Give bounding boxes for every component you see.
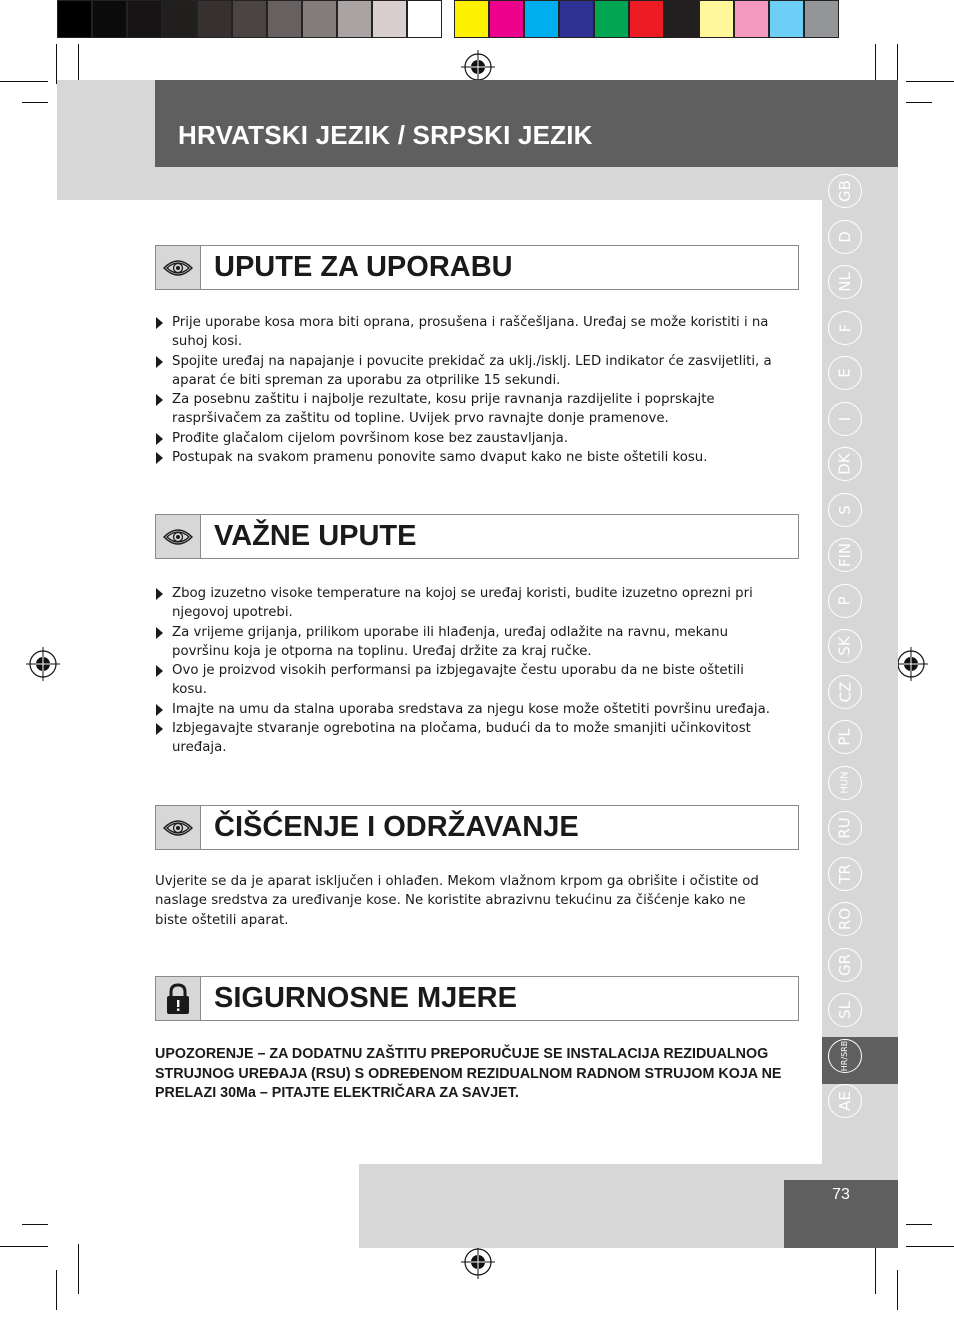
color-swatch: [454, 0, 489, 38]
header-band-underlay: [155, 167, 898, 200]
section-title: VAŽNE UPUTE: [214, 520, 417, 552]
language-tab-pl[interactable]: PL: [828, 720, 862, 754]
list-item: Izbjegavajte stvaranje ogrebotina na pločama, budući da to može smanjiti učinkovitost uređaja.: [155, 719, 780, 758]
language-tab-dk[interactable]: DK: [828, 447, 862, 481]
language-title: HRVATSKI JEZIK / SRPSKI JEZIK: [178, 120, 593, 150]
list-item: Za vrijeme grijanja, prilikom uporabe ili hlađenja, uređaj odlažite na ravnu, mekanu površinu koja je otporna na toplinu. Uređaj držite za kraj ručke.: [155, 623, 780, 662]
language-tab-gr[interactable]: GR: [828, 948, 862, 982]
list-item: Ovo je proizvod visokih performansi pa izbjegavajte čestu uporabu da ne biste oštetili kosu.: [155, 661, 780, 700]
list-item: Imajte na umu da stalna uporaba sredstava za njegu kose može oštetiti površinu uređaja.: [155, 700, 780, 719]
language-tab-sl[interactable]: SL: [828, 993, 862, 1027]
language-tab-sk[interactable]: SK: [828, 629, 862, 663]
color-swatch: [489, 0, 524, 38]
color-swatch: [267, 0, 302, 38]
important-list: [155, 584, 780, 758]
language-tab-e[interactable]: E: [828, 356, 862, 390]
color-swatch: [524, 0, 559, 38]
eye-icon: [156, 246, 201, 289]
section-header-usage: [155, 245, 799, 290]
language-tab-f[interactable]: F: [828, 311, 862, 345]
language-tab-hun[interactable]: HUN: [828, 766, 862, 800]
color-swatch: [407, 0, 442, 38]
section-title: UPUTE ZA UPORABU: [214, 251, 513, 283]
color-swatch: [162, 0, 197, 38]
language-tab-i[interactable]: I: [828, 402, 862, 436]
language-tab-gb[interactable]: GB: [828, 174, 862, 208]
eye-icon: [156, 806, 201, 849]
color-swatch: [594, 0, 629, 38]
list-item: Za posebnu zaštitu i najbolje rezultate, kosu prije ravnanja razdijelite i poprskajte raspršivačem za zaštitu od topline. Uvijek prvo ravnajte donje pramenove.: [155, 390, 780, 429]
color-swatch: [337, 0, 372, 38]
language-tabs: [828, 174, 864, 1130]
color-swatch: [127, 0, 162, 38]
language-tab-fin[interactable]: FIN: [828, 538, 862, 572]
list-item: Postupak na svakom pramenu ponovite samo dvaput kako ne biste oštetili kosu.: [155, 448, 780, 467]
language-tab-ru[interactable]: RU: [828, 811, 862, 845]
language-tab-ae[interactable]: AE: [828, 1084, 862, 1118]
registration-mark-icon: [461, 50, 495, 84]
safety-warning: UPOZORENJE – ZA DODATNU ZAŠTITU PREPORUČUJE SE INSTALACIJA REZIDUALNOG STRUJNOG UREĐAJA (RSU) S ODREĐENOM REZIDUALNOM RADNOM STRUJOM KOJA NE PRELAZI 30Ma – PITAJTE ELEKTRIČARA ZA SAVJET.: [155, 1046, 782, 1101]
registration-mark-icon: [894, 647, 928, 681]
registration-mark-icon: [461, 1245, 495, 1279]
registration-mark-icon: [26, 647, 60, 681]
language-tab-tr[interactable]: TR: [828, 857, 862, 891]
padlock-icon: [156, 977, 201, 1020]
color-swatch: [734, 0, 769, 38]
language-tab-nl[interactable]: NL: [828, 265, 862, 299]
color-swatch: [232, 0, 267, 38]
color-swatch: [92, 0, 127, 38]
printer-color-bar: [57, 0, 839, 38]
language-tab-ro[interactable]: RO: [828, 902, 862, 936]
list-item: Spojite uređaj na napajanje i povucite prekidač za uklj./isklj. LED indikator će zasvijetliti, a aparat će biti spreman za uporabu za otprilike 15 sekundi.: [155, 352, 780, 391]
section-header-cleaning: [155, 805, 799, 850]
color-swatch: [372, 0, 407, 38]
language-tab-hr-srb[interactable]: HR/SRB: [828, 1039, 862, 1073]
section-header-safety: [155, 976, 799, 1021]
color-swatch: [559, 0, 594, 38]
color-swatch: [57, 0, 92, 38]
color-swatch: [699, 0, 734, 38]
language-tab-s[interactable]: S: [828, 493, 862, 527]
page-number: 73: [832, 1186, 850, 1203]
color-swatch: [629, 0, 664, 38]
usage-list: [155, 313, 780, 467]
section-header-important: [155, 514, 799, 559]
section-title: ČIŠĆENJE I ODRŽAVANJE: [214, 811, 579, 843]
header-band-left: [57, 80, 155, 200]
language-tab-cz[interactable]: CZ: [828, 675, 862, 709]
color-swatch: [664, 0, 699, 38]
section-title: SIGURNOSNE MJERE: [214, 982, 517, 1014]
color-swatch: [804, 0, 839, 38]
list-item: Prije uporabe kosa mora biti oprana, prosušena i raščešljana. Uređaj se može koristiti i na suhoj kosi.: [155, 313, 780, 352]
color-swatch: [302, 0, 337, 38]
eye-icon: [156, 515, 201, 558]
list-item: Prođite glačalom cijelom površinom kose bez zaustavljanja.: [155, 429, 780, 448]
language-tab-d[interactable]: D: [828, 220, 862, 254]
list-item: Zbog izuzetno visoke temperature na kojoj se uređaj koristi, budite izuzetno oprezni pri njegovoj upotrebi.: [155, 584, 780, 623]
cleaning-text: Uvjerite se da je aparat isključen i ohlađen. Mekom vlažnom krpom ga obrišite i očistite od naslage sredstva za uređivanje kose. Ne koristite abrazivnu tekućinu za čišćenje kako ne biste oštetili aparat.: [155, 874, 759, 928]
language-tab-p[interactable]: P: [828, 584, 862, 618]
color-swatch: [197, 0, 232, 38]
color-swatch: [769, 0, 804, 38]
